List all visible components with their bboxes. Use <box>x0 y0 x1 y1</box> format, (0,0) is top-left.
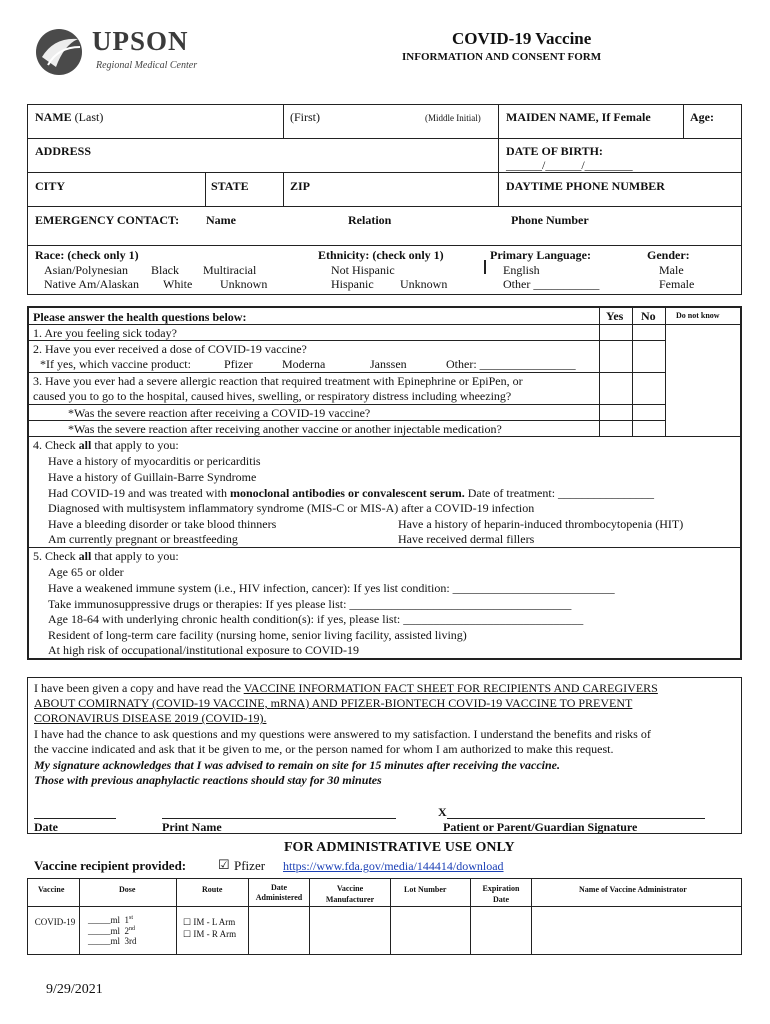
question-3b: *Was the severe reaction after receiving another vaccine or another injectable medication? <box>68 422 502 436</box>
emergency-phone-label: Phone Number <box>511 213 589 227</box>
sig-date-label: Date <box>34 820 58 834</box>
consent-paragraph-1: I have been given a copy and have read the VACCINE INFORMATION FACT SHEET FOR RECIPIENTS AND CAREGIVERS <box>34 681 658 695</box>
col-expiration: Expiration Date <box>482 884 520 904</box>
col-manufacturer: Vaccine Manufacturer <box>325 884 375 904</box>
q4-item[interactable]: Have a bleeding disorder or take blood thinners <box>48 517 277 531</box>
state-label: STATE <box>211 179 249 193</box>
row-vaccine: COVID-19 <box>34 917 76 927</box>
race-option[interactable]: Native Am/Alaskan <box>44 277 139 291</box>
name-last-label: NAME (Last) <box>35 110 104 124</box>
fact-sheet-link[interactable]: VACCINE INFORMATION FACT SHEET FOR RECIPIENTS AND CAREGIVERS <box>243 681 658 695</box>
question-3-cont: caused you to go to the hospital, caused hives, swelling, or respiratory distress including wheezing? <box>33 389 512 403</box>
q5-item[interactable]: At high risk of occupational/institutional exposure to COVID-19 <box>48 643 359 657</box>
col-administrator: Name of Vaccine Administrator <box>579 885 687 894</box>
col-lot-number: Lot Number <box>404 885 447 894</box>
form-subtitle: INFORMATION AND CONSENT FORM <box>402 51 602 63</box>
q4-item[interactable]: Diagnosed with multisystem inflammatory syndrome (MIS-C or MIS-A) after a COVID-19 infection <box>48 501 535 515</box>
q4-item[interactable]: Have a history of Guillain-Barre Syndrome <box>48 470 257 484</box>
race-option[interactable]: Unknown <box>220 277 268 291</box>
gender-label: Gender: <box>647 248 690 262</box>
race-option[interactable]: White <box>163 277 193 291</box>
vaccine-product-option[interactable]: Janssen <box>370 357 407 371</box>
consent-paragraph-2-cont: the vaccine indicated and ask that it be given to me, or the person named for whom I am authorized to make this request. <box>34 742 614 756</box>
col-do-not-know: Do not know <box>676 311 720 320</box>
language-option[interactable]: English <box>503 263 540 277</box>
question-3a: *Was the severe reaction after receiving a COVID-19 vaccine? <box>68 406 371 420</box>
race-option[interactable]: Asian/Polynesian <box>44 263 128 277</box>
name-middle-label: (Middle Initial) <box>425 113 481 123</box>
gender-option[interactable]: Female <box>659 277 695 291</box>
vaccine-product-option[interactable]: Pfizer <box>224 357 253 371</box>
dob-blank[interactable]: ______/______/________ <box>506 158 633 172</box>
route-option[interactable]: ☐ IM - R Arm <box>183 929 237 939</box>
q5-item[interactable]: Age 65 or older <box>48 565 124 579</box>
race-label: Race: (check only 1) <box>35 248 139 262</box>
emergency-name-label: Name <box>206 213 236 227</box>
ethnicity-label: Ethnicity: (check only 1) <box>318 248 444 262</box>
signature-x: X <box>438 805 447 819</box>
address-label: ADDRESS <box>35 144 92 158</box>
q4-item[interactable]: Have a history of heparin-induced thrombocytopenia (HIT) <box>398 517 684 531</box>
question-1: 1. Are you feeling sick today? <box>33 326 177 340</box>
logo-subtitle: Regional Medical Center <box>96 60 198 71</box>
logo-name: UPSON <box>92 26 189 56</box>
col-no: No <box>641 309 656 323</box>
col-route: Route <box>202 885 223 894</box>
print-name-line[interactable] <box>162 818 396 819</box>
route-option[interactable]: ☐ IM - L Arm <box>183 917 236 927</box>
race-option[interactable]: Black <box>151 263 179 277</box>
health-header: Please answer the health questions below: <box>33 310 247 324</box>
col-dose: Dose <box>119 885 136 894</box>
q4-item[interactable]: Have a history of myocarditis or pericarditis <box>48 454 261 468</box>
pfizer-label: Pfizer <box>234 858 266 873</box>
emergency-relation-label: Relation <box>348 213 392 227</box>
footer-date: 9/29/2021 <box>46 982 103 997</box>
form-title: COVID-19 Vaccine <box>452 29 592 48</box>
fda-link[interactable]: https://www.fda.gov/media/144414/download <box>283 859 504 873</box>
dose-line[interactable]: _____ml 3rd <box>88 936 137 946</box>
ethnicity-option[interactable]: Hispanic <box>331 277 374 291</box>
col-date-administered: Date Administered <box>255 883 303 902</box>
pfizer-checkbox-icon[interactable]: ☑ <box>218 857 230 872</box>
consent-paragraph-2: I have had the chance to ask questions and my questions were answered to my satisfaction. I understand the benefits and risks of <box>34 727 651 741</box>
col-yes: Yes <box>606 309 624 323</box>
consent-anaphylactic-note: Those with previous anaphylactic reactions should stay for 30 minutes <box>34 773 382 787</box>
question-5: 5. Check all that apply to you: <box>33 549 179 563</box>
consent-acknowledgement: My signature acknowledges that I was advised to remain on site for 15 minutes after receiving the vaccine. <box>34 758 560 772</box>
admin-title: FOR ADMINISTRATIVE USE ONLY <box>284 840 515 855</box>
fact-sheet-link-cont[interactable]: CORONAVIRUS DISEASE 2019 (COVID-19). <box>34 711 267 725</box>
q4-item[interactable]: Have received dermal fillers <box>398 532 535 546</box>
name-first-label: (First) <box>290 110 320 124</box>
gender-option[interactable]: Male <box>659 263 684 277</box>
question-2: 2. Have you ever received a dose of COVID-19 vaccine? <box>33 342 307 356</box>
vaccine-provided-label: Vaccine recipient provided: <box>34 858 187 873</box>
sig-print-label: Print Name <box>162 820 222 834</box>
col-vaccine: Vaccine <box>38 885 65 894</box>
signature-line[interactable] <box>447 818 705 819</box>
language-label: Primary Language: <box>490 248 591 262</box>
question-2a-label: *If yes, which vaccine product: <box>40 357 191 371</box>
upson-logo-icon <box>34 27 84 77</box>
city-label: CITY <box>35 179 66 193</box>
question-3: 3. Have you ever had a severe allergic reaction that required treatment with Epinephrine or EpiPen, or <box>33 374 523 388</box>
age-label: Age: <box>690 110 714 124</box>
fact-sheet-link-cont[interactable]: ABOUT COMIRNATY (COVID-19 VACCINE, mRNA) AND PFIZER-BIONTECH COVID-19 VACCINE TO PREVENT <box>34 696 633 710</box>
q4-item[interactable]: Am currently pregnant or breastfeeding <box>48 532 238 546</box>
logo <box>34 27 204 77</box>
vaccine-product-option[interactable]: Other: ________________ <box>446 357 576 371</box>
zip-label: ZIP <box>290 179 311 193</box>
language-option[interactable]: Other ___________ <box>503 277 600 291</box>
sig-patient-label: Patient or Parent/Guardian Signature <box>443 820 638 834</box>
dob-label: DATE OF BIRTH: <box>506 144 603 158</box>
dose-line[interactable]: _____ml 2nd <box>88 926 136 936</box>
emergency-contact-label: EMERGENCY CONTACT: <box>35 213 180 227</box>
q5-item[interactable]: Age 18-64 with underlying chronic health condition(s): if yes, please list: ______________________________ <box>48 612 584 626</box>
phone-label: DAYTIME PHONE NUMBER <box>506 179 665 193</box>
question-4: 4. Check all that apply to you: <box>33 438 179 452</box>
q5-item[interactable]: Take immunosuppressive drugs or therapies: If yes please list: _____________________________________ <box>48 597 572 611</box>
ethnicity-option[interactable]: Unknown <box>400 277 448 291</box>
dose-line[interactable]: _____ml 1st <box>88 915 134 925</box>
q5-item[interactable]: Have a weakened immune system (i.e., HIV infection, cancer): If yes list condition: ___________________________ <box>48 581 615 595</box>
q5-item[interactable]: Resident of long-term care facility (nursing home, senior living facility, assisted living) <box>48 628 467 642</box>
maiden-name-label: MAIDEN NAME, If Female <box>506 110 651 124</box>
ethnicity-option[interactable]: Not Hispanic <box>331 263 395 277</box>
race-option[interactable]: Multiracial <box>203 263 257 277</box>
date-line[interactable] <box>34 818 116 819</box>
q4-item-covid[interactable]: Had COVID-19 and was treated with monoclonal antibodies or convalescent serum. Date of treatment: ________________ <box>48 486 655 500</box>
vaccine-product-option[interactable]: Moderna <box>282 357 326 371</box>
